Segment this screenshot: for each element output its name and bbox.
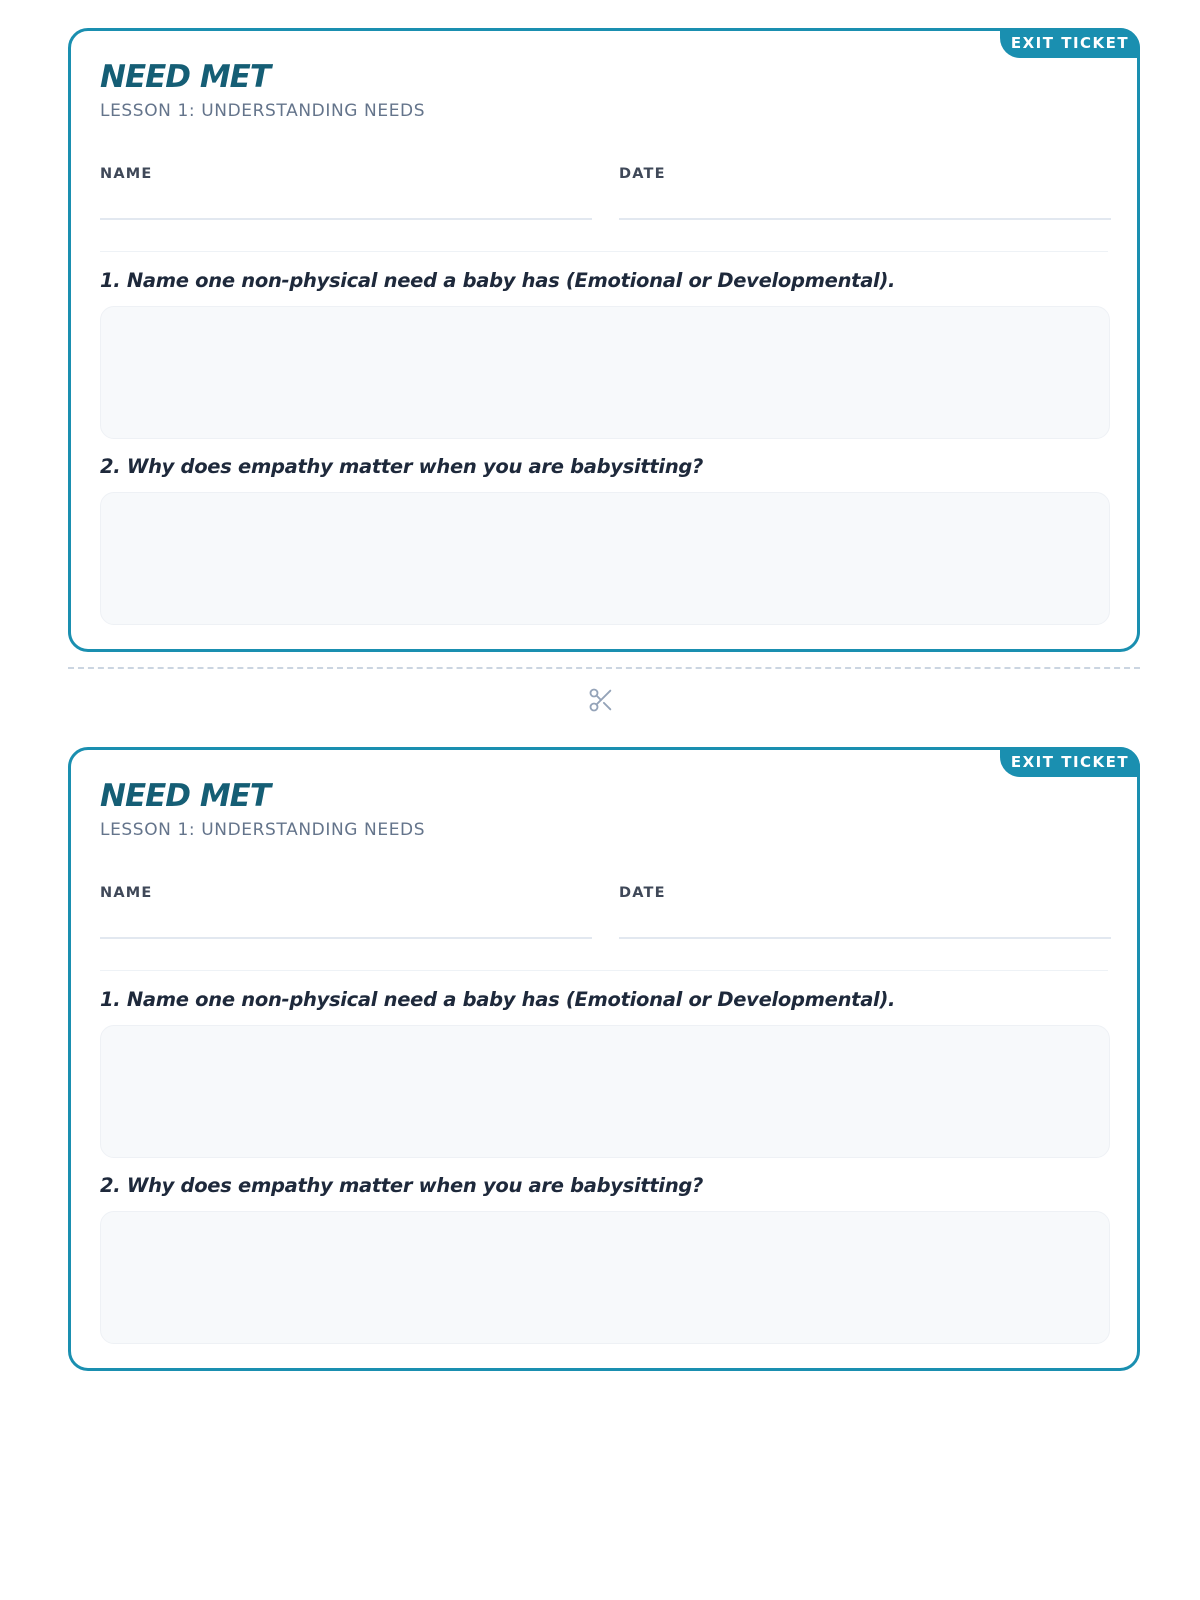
lesson-subtitle: LESSON 1: UNDERSTANDING NEEDS [100, 820, 426, 840]
date-write-line[interactable] [619, 218, 1111, 220]
name-write-line[interactable] [100, 218, 592, 220]
answer-box-1[interactable] [100, 306, 1110, 439]
date-write-line[interactable] [619, 937, 1111, 939]
date-label: DATE [619, 166, 666, 182]
exit-ticket-badge: EXIT TICKET [1000, 28, 1140, 58]
exit-ticket-badge: EXIT TICKET [1000, 747, 1140, 777]
date-label: DATE [619, 885, 666, 901]
question-1: 1. Name one non-physical need a baby has (Emotional or Developmental). [100, 988, 896, 1011]
exit-ticket-1 [68, 28, 1140, 652]
ticket-title: NEED MET [100, 59, 270, 95]
answer-box-2[interactable] [100, 1211, 1110, 1344]
scissors-icon [587, 686, 615, 714]
name-write-line[interactable] [100, 937, 592, 939]
name-field[interactable] [100, 884, 592, 939]
header-divider [100, 970, 1108, 971]
answer-box-1[interactable] [100, 1025, 1110, 1158]
answer-box-2[interactable] [100, 492, 1110, 625]
header-divider [100, 251, 1108, 252]
name-label: NAME [100, 885, 153, 901]
name-field[interactable] [100, 165, 592, 220]
lesson-subtitle: LESSON 1: UNDERSTANDING NEEDS [100, 101, 426, 121]
date-field[interactable] [619, 884, 1111, 939]
question-2: 2. Why does empathy matter when you are babysitting? [100, 1174, 704, 1197]
name-label: NAME [100, 166, 153, 182]
ticket-title: NEED MET [100, 778, 270, 814]
question-1: 1. Name one non-physical need a baby has (Emotional or Developmental). [100, 269, 896, 292]
date-field[interactable] [619, 165, 1111, 220]
question-2: 2. Why does empathy matter when you are babysitting? [100, 455, 704, 478]
cut-line [68, 667, 1140, 669]
exit-ticket-2 [68, 747, 1140, 1371]
